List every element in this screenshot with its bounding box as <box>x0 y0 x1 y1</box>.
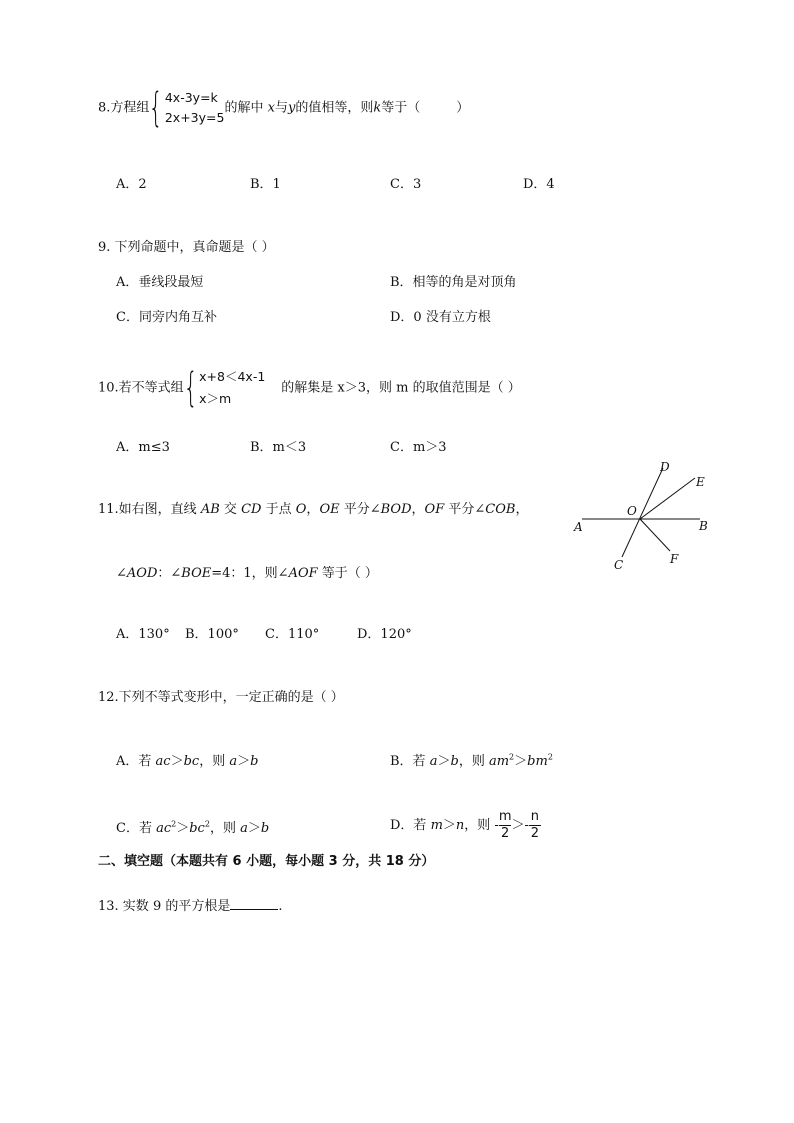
question-11-line1 <box>98 498 528 517</box>
q12-option-b <box>390 750 553 769</box>
line-cd: CD <box>241 502 262 517</box>
angle-bod: BOD <box>380 502 412 517</box>
q8-prefix: 8.方程组 <box>98 100 150 116</box>
angle-aof: AOF <box>288 566 318 581</box>
q10-inequality-system <box>184 366 266 410</box>
q12-text: ＞ <box>170 754 184 769</box>
q10-option-c: C．m＞3 <box>390 440 447 455</box>
ray-of: OF <box>424 502 445 517</box>
q9-option-b: B．相等的角是对顶角 <box>390 275 517 290</box>
q12-option-c <box>116 817 269 836</box>
q12-text: B．若 <box>390 754 426 769</box>
fraction-denominator: 2 <box>530 826 540 841</box>
q11-text: 等于（ ） <box>321 566 378 581</box>
var-k: k <box>373 100 382 116</box>
q13-tail: . <box>278 899 283 914</box>
q11-text: ∠ <box>116 566 127 581</box>
angle-boe: BOE <box>181 566 212 581</box>
q12-text: ，则 <box>458 754 485 769</box>
q11-text: ， <box>411 502 425 517</box>
q10-ineq1: x+8＜4x-1 <box>199 369 266 384</box>
q12-exp: 2 <box>171 819 177 829</box>
q12-option-d <box>390 810 541 841</box>
q12-var: b <box>260 821 270 836</box>
q12-text: A．若 <box>116 754 152 769</box>
q8-equation-system <box>149 85 225 131</box>
q12-text: ，则 - <box>464 818 499 833</box>
angle-aod: AOD <box>126 566 158 581</box>
q12-option-a <box>116 750 258 769</box>
q11-text: ， <box>515 502 529 517</box>
q13-stem: 13. 实数 9 的平方根是 <box>98 899 231 914</box>
q11-option-c: C．110° <box>265 627 320 642</box>
q12-text: ＞ <box>442 818 456 833</box>
q12-var: b <box>250 754 259 769</box>
q8-option-a: A．2 <box>116 177 147 192</box>
q12-text: ＞ <box>247 821 261 836</box>
q11-option-d: D．120° <box>357 627 412 642</box>
q11-text: 于点 <box>265 502 292 517</box>
label-b: B <box>699 519 708 533</box>
fraction-numerator: m <box>498 809 512 824</box>
q12-var: a <box>240 821 248 836</box>
q9-option-a: A．垂线段最短 <box>116 275 204 290</box>
q12-var: bc <box>183 754 200 769</box>
label-c: C <box>614 558 624 572</box>
q11-text: 11.如右图，直线 <box>98 502 197 517</box>
q10-ineq2: x＞m <box>199 391 232 406</box>
left-brace: { <box>183 365 198 411</box>
answer-blank[interactable] <box>230 909 278 910</box>
q11-text: 平分∠ <box>448 502 486 517</box>
q12-var: ac <box>155 754 171 769</box>
q12-var: bm <box>527 754 548 769</box>
q9-option-c: C．同旁内角互补 <box>116 310 217 325</box>
q11-text: =4：1，则∠ <box>211 566 289 581</box>
q12-text: ＞ <box>176 821 190 836</box>
label-e: E <box>696 475 705 489</box>
fraction-denominator: 2 <box>501 826 510 841</box>
q12-var: n <box>455 818 465 833</box>
fraction-n-over-2 <box>529 810 541 841</box>
q12-var: am <box>488 754 510 769</box>
fraction-m-over-2 <box>499 810 512 841</box>
question-10 <box>98 366 521 410</box>
q11-option-a: A．130° <box>116 627 170 642</box>
q8-text: 的值相等，则 <box>295 100 374 116</box>
q11-text: ， <box>306 502 320 517</box>
fraction-numerator: n <box>530 809 540 824</box>
q8-text: 的解中 <box>224 100 264 116</box>
q8-option-c: C．3 <box>390 177 422 192</box>
q12-var: ac <box>156 821 172 836</box>
q11-figure <box>560 455 720 580</box>
q12-text: C．若 <box>116 821 152 836</box>
question-9-stem: 9. 下列命题中，真命题是（ ） <box>98 240 275 255</box>
q8-option-b: B．1 <box>250 177 281 192</box>
question-8 <box>98 85 470 131</box>
q12-text: ＞ <box>237 754 251 769</box>
q9-option-d: D．0 没有立方根 <box>390 310 491 325</box>
left-brace: { <box>149 85 164 131</box>
q12-text: ＞ <box>514 754 528 769</box>
q10-option-b: B．m＜3 <box>250 440 307 455</box>
q12-var: a <box>229 754 238 769</box>
question-12-stem: 12.下列不等式变形中，一定正确的是（ ） <box>98 690 344 705</box>
q12-var: bc <box>189 821 205 836</box>
q12-text: D．若 <box>390 818 427 833</box>
q8-text: 等于（ <box>381 100 421 116</box>
ray-oe-segment <box>640 478 695 519</box>
var-y: y <box>287 100 296 116</box>
q12-text: ＞ <box>437 754 451 769</box>
q11-option-b: B．100° <box>185 627 239 642</box>
q11-text: 平分∠ <box>343 502 381 517</box>
q12-text: ，则 <box>199 754 226 769</box>
ray-oe: OE <box>319 502 340 517</box>
angle-cob: COB <box>485 502 516 517</box>
label-d: D <box>660 460 670 474</box>
q10-suffix: 的解集是 x＞3，则 m 的取值范围是（ ） <box>281 380 521 396</box>
q10-option-a: A．m≤3 <box>116 440 170 455</box>
question-11-line2 <box>116 562 378 581</box>
ray-of-segment <box>640 519 670 551</box>
q10-prefix: 10.若不等式组 <box>98 380 184 396</box>
q8-text: 与 <box>274 100 288 116</box>
q8-eq1: 4x-3y=k <box>164 90 218 105</box>
label-f: F <box>670 552 679 566</box>
q8-option-d: D．4 <box>523 177 555 192</box>
question-13 <box>98 895 282 914</box>
point-o: O <box>295 502 307 517</box>
q8-close: ） <box>456 100 470 116</box>
q12-var: m <box>430 818 443 833</box>
line-ab: AB <box>200 502 220 517</box>
label-o: O <box>627 504 637 518</box>
q11-text: ：∠ <box>157 566 182 581</box>
q8-eq2: 2x+3y=5 <box>164 110 225 125</box>
var-x: x <box>267 100 275 116</box>
section-2-title: 二、填空题（本题共有 6 小题，每小题 3 分，共 18 分） <box>98 854 435 869</box>
q12-text: ，则 <box>209 821 236 836</box>
q12-var: b <box>450 754 459 769</box>
q12-exp: 2 <box>204 819 210 829</box>
q12-exp: 2 <box>547 752 553 762</box>
q12-var: a <box>429 754 438 769</box>
q12-exp: 2 <box>509 752 515 762</box>
label-a: A <box>574 520 583 534</box>
q11-text: 交 <box>223 502 237 517</box>
q12-text: ＞- <box>511 818 529 833</box>
